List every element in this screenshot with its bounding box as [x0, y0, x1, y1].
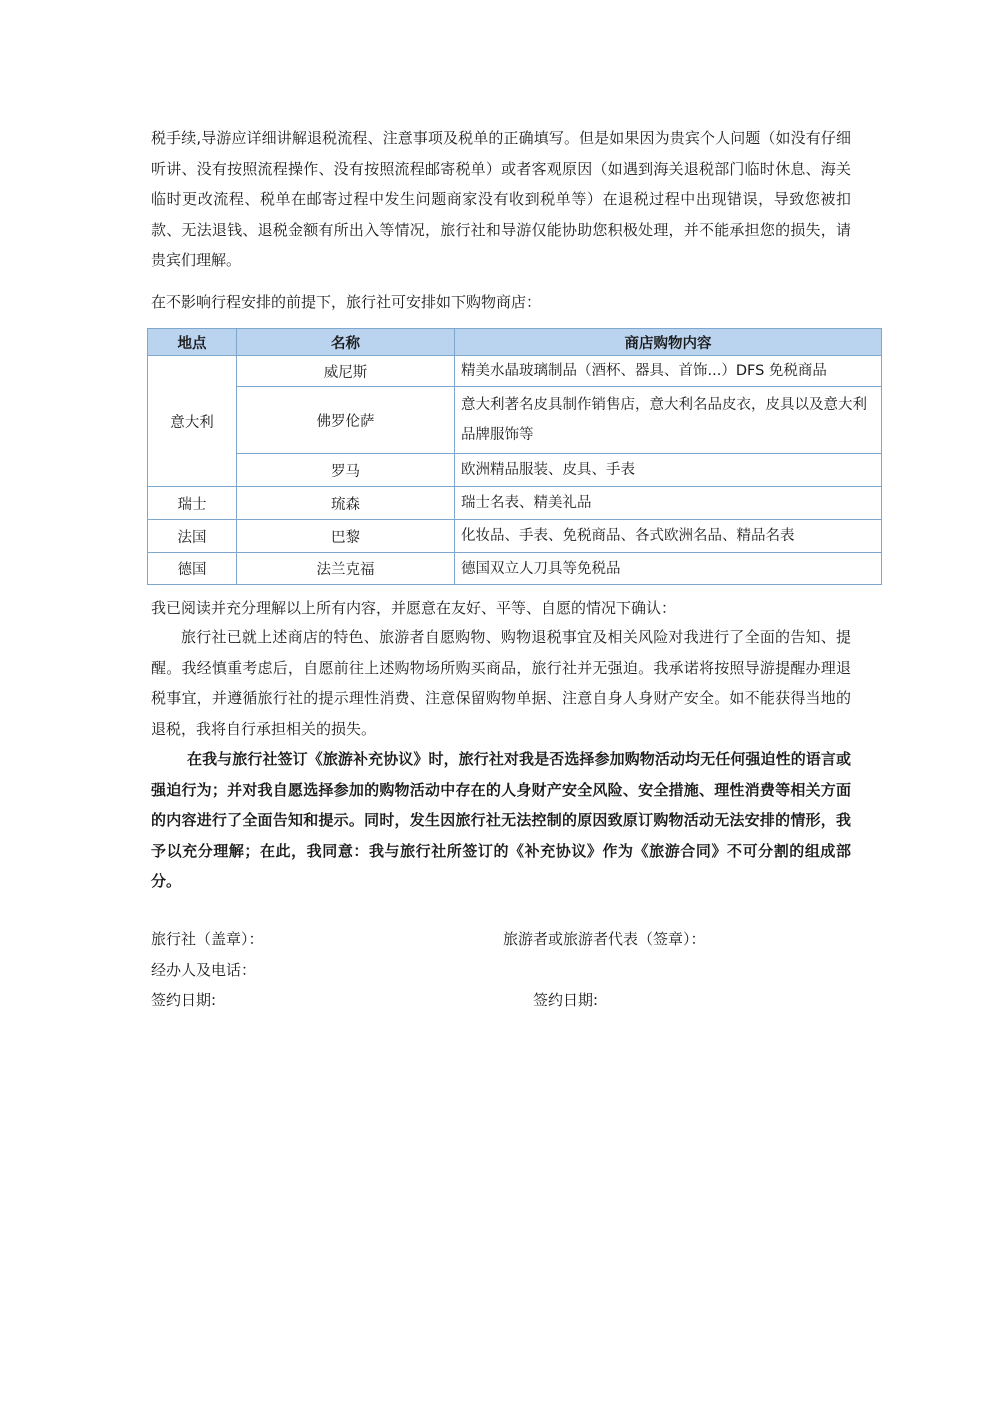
shop-content-cell: 意大利著名皮具制作销售店，意大利名品皮衣，皮具以及意大利品牌服饰等 [455, 387, 882, 454]
agreement-paragraph: 在我与旅行社签订《旅游补充协议》时，旅行社对我是否选择参加购物活动均无任何强迫性的语言或强迫行为；并对我自愿选择参加的购物活动中存在的人身财产安全风险、安全措施、理性消费等相关方面的内容进行了全面告知和提示。同时，发生因旅行社无法控制的原因致原订购物活动无法安排的情形，我予以充分理解；在此，我同意：我与旅行社所签订的《补充协议》作为《旅游合同》不可分割的组成部分。 [151, 750, 851, 890]
agency-seal-label: 旅行社（盖章）： [151, 930, 264, 948]
shop-name-cell: 巴黎 [237, 520, 455, 553]
table-row [148, 520, 882, 553]
shop-content-cell: 精美水晶玻璃制品（酒杯、器具、首饰...）DFS 免税商品 [455, 356, 882, 387]
confirmation-paragraph: 旅行社已就上述商店的特色、旅游者自愿购物、购物退税事宜及相关风险对我进行了全面的告知、提醒。我经慎重考虑后，自愿前往上述购物场所购买商品，旅行社并无强迫。我承诺将按照导游提醒办理退税事宜，并遵循旅行社的提示理性消费、注意保留购物单据、注意自身人身财产安全。如不能获得当地的退税，我将自行承担相关的损失。 [151, 628, 851, 738]
shop-name-cell: 佛罗伦萨 [237, 387, 455, 454]
location-cell: 瑞士 [148, 487, 237, 520]
shop-content-cell: 欧洲精品服装、皮具、手表 [455, 454, 882, 487]
location-cell: 法国 [148, 520, 237, 553]
shopping-table [147, 328, 882, 585]
header-name: 名称 [237, 329, 455, 356]
agency-date-label: 签约日期: [151, 991, 217, 1009]
table-row [148, 454, 882, 487]
shop-content-cell: 化妆品、手表、免税商品、各式欧洲名品、精品名表 [455, 520, 882, 553]
location-cell: 意大利 [148, 356, 237, 487]
table-row [148, 356, 882, 387]
tax-refund-paragraph: 税手续,导游应详细讲解退税流程、注意事项及税单的正确填写。但是如果因为贵宾个人问题（如没有仔细听讲、没有按照流程操作、没有按照流程邮寄税单）或者客观原因（如遇到海关退税部门临时休息、海关临时更改流程、税单在邮寄过程中发生问题商家没有收到税单等）在退税过程中出现错误，导致您被扣款、无法退钱、退税金额有所出入等情况，旅行社和导游仅能协助您积极处理，并不能承担您的损失，请贵宾们理解。 [151, 129, 851, 269]
handler-phone-label: 经办人及电话： [151, 961, 257, 979]
shop-name-cell: 琉森 [237, 487, 455, 520]
table-row [148, 553, 882, 585]
shop-content-cell: 瑞士名表、精美礼品 [455, 487, 882, 520]
traveler-sign-label: 旅游者或旅游者代表（签章）： [503, 930, 706, 948]
shop-name-cell: 法兰克福 [237, 553, 455, 585]
table-row [148, 387, 882, 454]
header-content: 商店购物内容 [455, 329, 882, 356]
shop-intro-paragraph: 在不影响行程安排的前提下，旅行社可安排如下购物商店： [151, 293, 542, 311]
shop-name-cell: 威尼斯 [237, 356, 455, 387]
header-location: 地点 [148, 329, 237, 356]
table-header-row [148, 329, 882, 356]
location-cell: 德国 [148, 553, 237, 585]
traveler-date-label: 签约日期: [533, 991, 599, 1009]
table-row [148, 487, 882, 520]
shop-name-cell: 罗马 [237, 454, 455, 487]
confirmation-heading: 我已阅读并充分理解以上所有内容，并愿意在友好、平等、自愿的情况下确认： [151, 599, 677, 617]
shop-content-cell: 德国双立人刀具等免税品 [455, 553, 882, 585]
